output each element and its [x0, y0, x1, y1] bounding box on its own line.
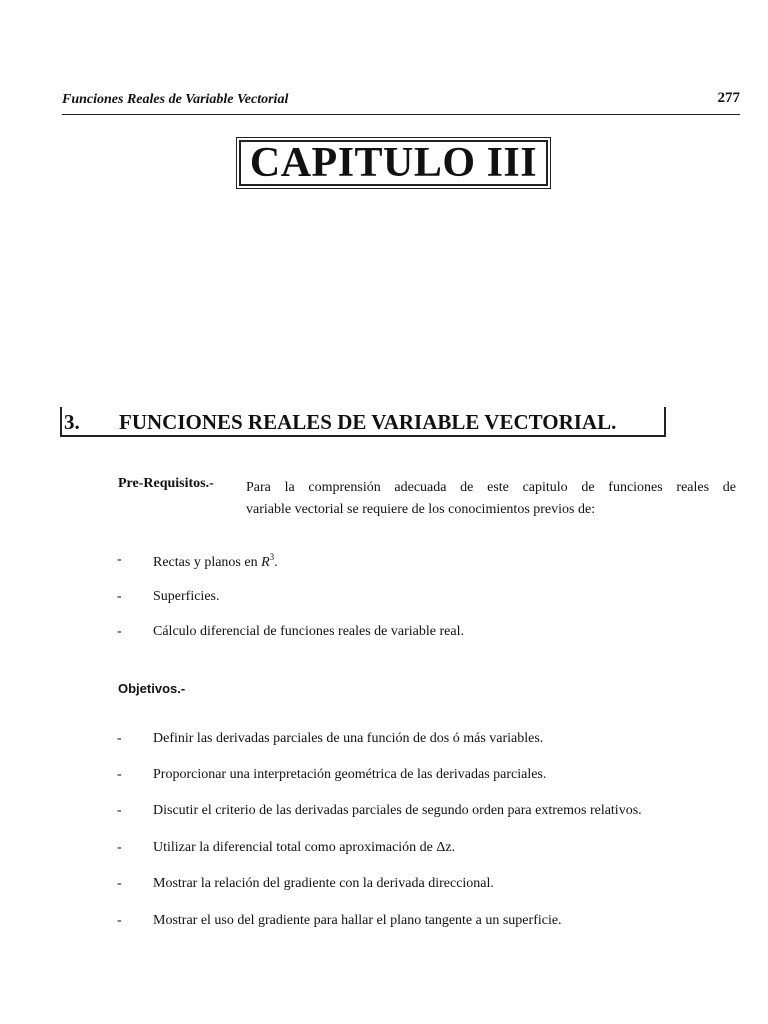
bullet-dash: -: [117, 624, 122, 639]
prerequisite-item-text: Cálculo diferencial de funciones reales de variable real.: [153, 624, 464, 639]
prerequisite-item: [117, 589, 737, 611]
objective-item: [117, 731, 737, 753]
bullet-dash: -: [117, 589, 122, 604]
prerequisites-text-line1: Para la comprensión adecuada de este capitulo de funciones reales de: [246, 480, 736, 495]
objective-item-text: Utilizar la diferencial total como aproximación de Δz.: [153, 840, 456, 855]
objective-item-text: Mostrar la relación del gradiente con la derivada direccional.: [153, 876, 494, 891]
section-title: FUNCIONES REALES DE VARIABLE VECTORIAL.: [119, 410, 617, 434]
objective-item-text: Definir las derivadas parciales de una función de dos ó más variables.: [153, 731, 544, 746]
chapter-title-box: [236, 137, 551, 189]
bullet-dash: -: [117, 840, 122, 855]
bullet-dash: -: [117, 913, 122, 928]
bullet-dash: -: [117, 803, 122, 818]
prerequisite-item: [117, 552, 737, 574]
chapter-title: CAPITULO III: [239, 140, 548, 186]
math-r: R: [261, 555, 270, 570]
page-number: 277: [717, 90, 740, 106]
objective-item: [117, 913, 737, 935]
section-number: 3.: [64, 410, 80, 434]
page-header: [62, 90, 740, 115]
objective-item: [117, 803, 737, 825]
objective-item-text: Discutir el criterio de las derivadas parciales de segundo orden para extremos relativos.: [153, 803, 642, 818]
running-title: Funciones Reales de Variable Vectorial: [62, 92, 289, 107]
prerequisite-item-text: Superficies.: [153, 589, 220, 604]
objective-item: [117, 840, 737, 862]
math-superscript: 3: [269, 552, 275, 562]
section-heading: [60, 407, 666, 437]
prerequisite-tail: .: [274, 555, 278, 570]
objective-item-text: Mostrar el uso del gradiente para hallar el plano tangente a un superficie.: [153, 913, 562, 928]
objectives-label: Objetivos.-: [118, 681, 186, 696]
prerequisites-label: Pre-Requisitos.-: [118, 476, 214, 491]
bullet-dash: -: [117, 552, 122, 567]
prerequisite-item-text: [153, 552, 278, 571]
bullet-dash: -: [117, 767, 122, 782]
objective-item-text: Proporcionar una interpretación geométrica de las derivadas parciales.: [153, 767, 547, 782]
prerequisites-text-line2: variable vectorial se requiere de los conocimientos previos de:: [246, 502, 596, 517]
objective-item: [117, 767, 737, 789]
bullet-dash: -: [117, 876, 122, 891]
prerequisite-item: [117, 624, 737, 646]
prerequisite-text: Rectas y planos en: [153, 555, 262, 570]
bullet-dash: -: [117, 731, 122, 746]
objective-item: [117, 876, 737, 898]
